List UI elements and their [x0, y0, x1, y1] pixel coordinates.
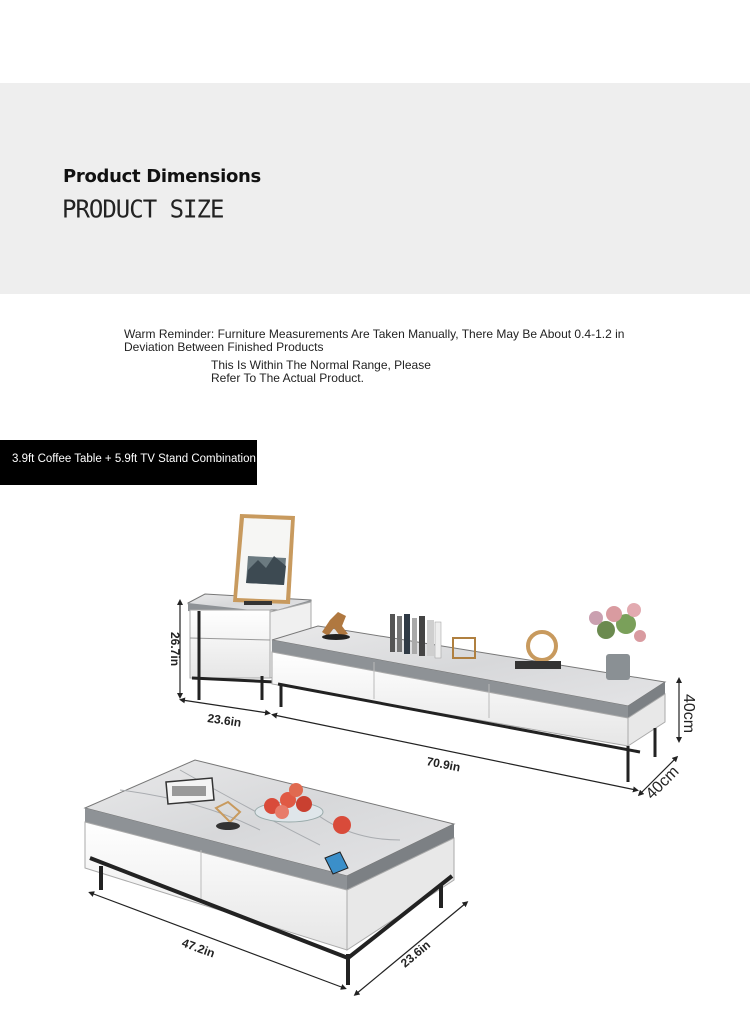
page-subtitle: PRODUCT SIZE	[62, 194, 224, 224]
page-title: Product Dimensions	[63, 166, 261, 187]
tv-height-label: 40cm	[680, 694, 697, 734]
side-width-label: 23.6in	[206, 711, 243, 730]
side-height-label: 26.7in	[168, 632, 182, 667]
warm-reminder-text-2: This Is Within The Normal Range, Please Refer To The Actual Product.	[211, 358, 431, 385]
table-depth-label: 23.6in	[397, 937, 433, 971]
combination-label: 3.9ft Coffee Table + 5.9ft TV Stand Combination	[0, 440, 257, 485]
warm-reminder-text: Warm Reminder: Furniture Measurements Are Taken Manually, There May Be About 0.4-1.2 in Deviation Between Finished Products	[124, 327, 625, 354]
tv-depth-label: 40cm	[642, 763, 683, 803]
coffee-table	[85, 760, 454, 985]
table-length-label: 47.2in	[179, 935, 217, 961]
side-width-line	[182, 700, 268, 713]
tv-length-label: 70.9in	[425, 754, 462, 775]
